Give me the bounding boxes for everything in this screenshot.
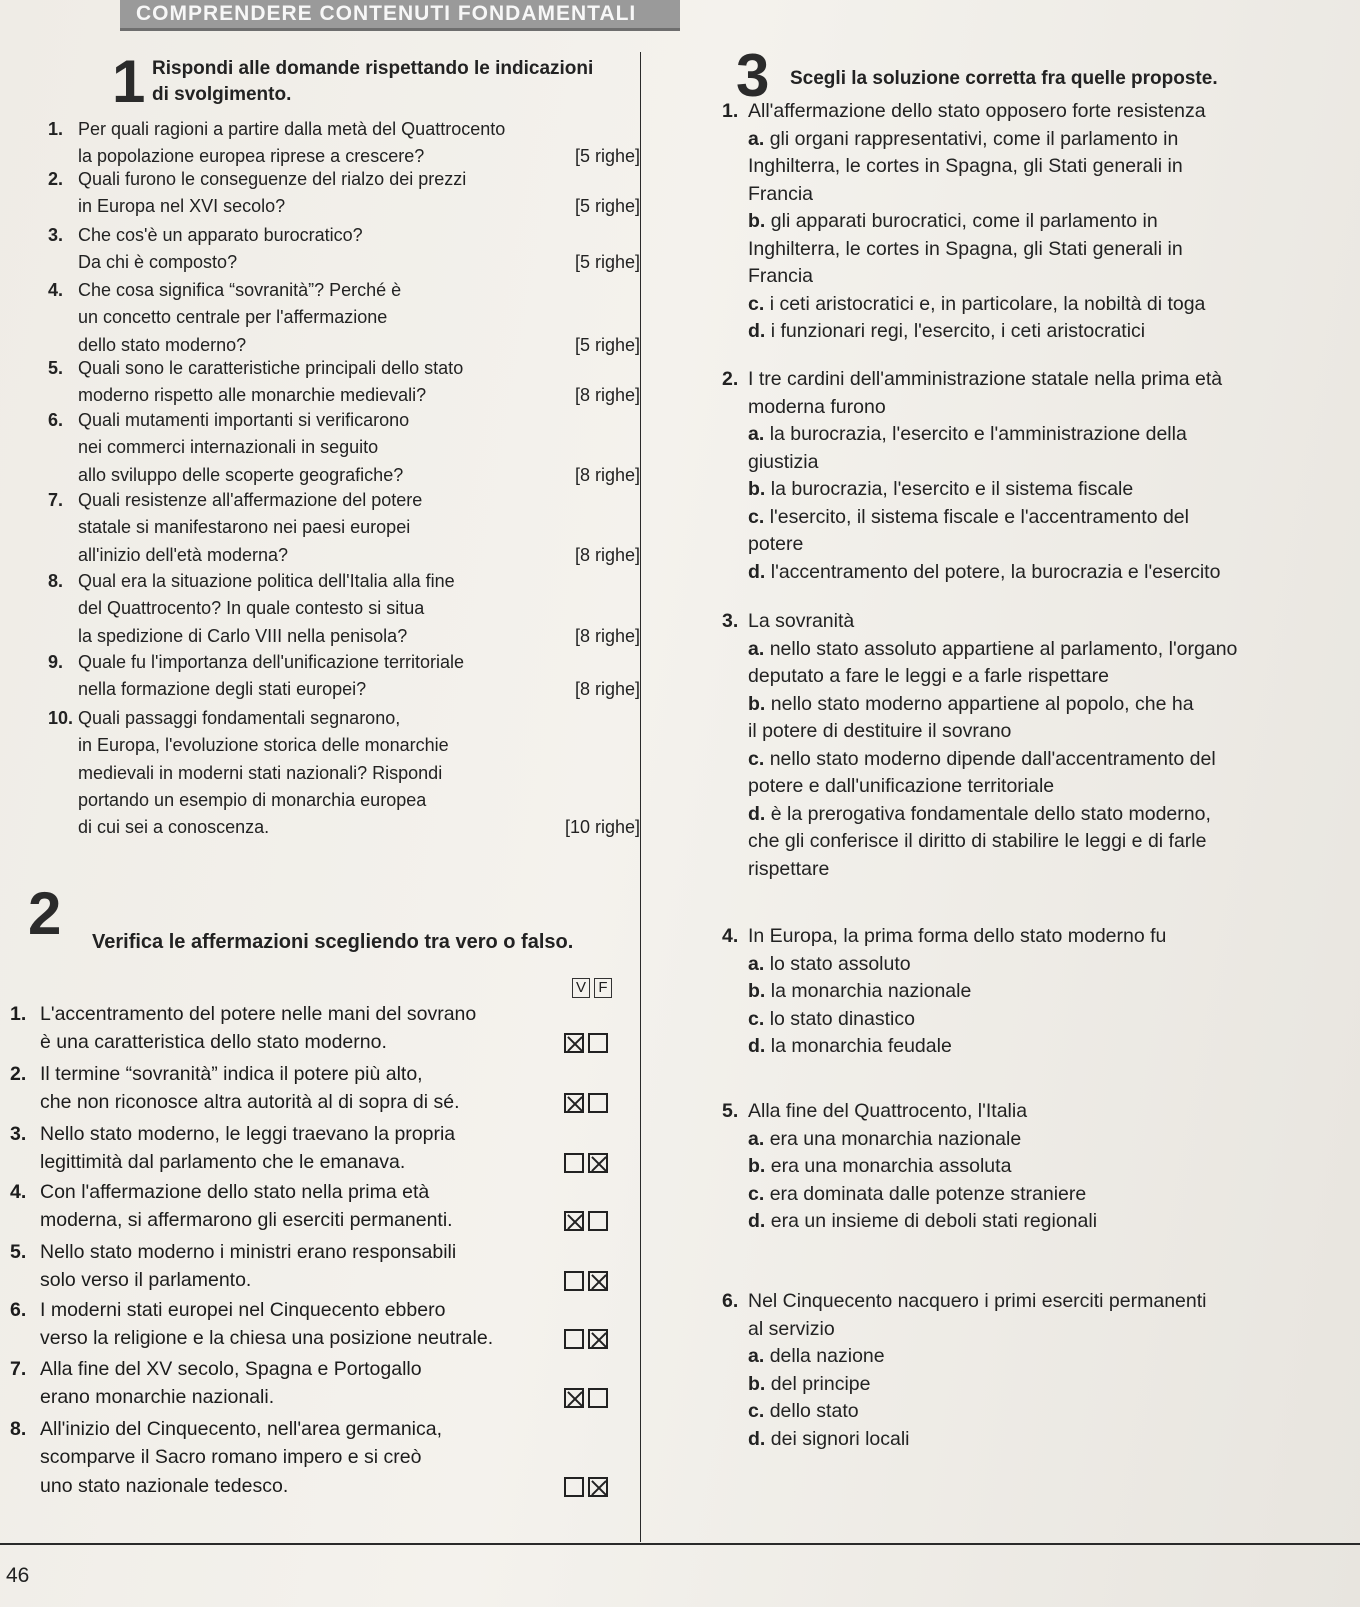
true-false-statement	[10, 1000, 550, 1057]
question-stem: I tre cardini dell'amministrazione statale nella prima età	[748, 368, 1223, 390]
question-stem-line	[722, 923, 1352, 951]
answer-option[interactable]	[722, 1126, 1352, 1154]
option-text: giustizia	[748, 450, 819, 473]
statement-text: moderna, si affermarono gli eserciti permanenti.	[40, 1209, 453, 1232]
question-line	[48, 304, 658, 331]
question-line	[48, 760, 658, 787]
question-number: 3.	[722, 610, 739, 632]
answer-option[interactable]	[722, 318, 1352, 346]
answer-option	[722, 263, 1352, 291]
question-stem-line	[722, 608, 1352, 636]
true-checkbox[interactable]	[564, 1477, 584, 1497]
option-letter: a.	[748, 1345, 765, 1367]
option-text: gli apparati burocratici, come il parlamento in	[770, 210, 1158, 232]
option-letter: b.	[748, 210, 766, 232]
section1-number: 1	[112, 48, 146, 115]
question-stem-line	[722, 1316, 1352, 1344]
question-text: medievali in moderni stati nazionali? Rispondi	[78, 762, 443, 783]
question-text: nella formazione degli stati europei?	[78, 679, 367, 700]
question-line	[48, 514, 658, 541]
open-question	[48, 355, 658, 410]
statement-line	[10, 1415, 550, 1443]
answer-option	[722, 153, 1352, 181]
statement-text: verso la religione e la chiesa una posizione neutrale.	[40, 1327, 494, 1350]
question-stem: Nel Cinquecento nacquero i primi eserciti permanenti	[748, 1290, 1207, 1312]
option-text: Inghilterra, le cortes in Spagna, gli Stati generali in	[748, 155, 1183, 177]
statement-line	[10, 1148, 550, 1176]
option-text: potere e dall'unificazione territoriale	[748, 775, 1055, 797]
option-text: Francia	[748, 265, 814, 287]
statement-number: 3.	[10, 1123, 27, 1145]
option-letter: c.	[748, 292, 765, 315]
question-text: Quale fu l'importanza dell'unificazione territoriale	[78, 652, 465, 672]
answer-option	[722, 828, 1352, 856]
statement-line	[10, 1383, 550, 1411]
true-checkbox[interactable]	[564, 1271, 584, 1291]
question-line	[48, 382, 658, 409]
answer-length: [8 righe]	[574, 679, 640, 700]
statement-line	[10, 1206, 550, 1234]
answer-option[interactable]	[722, 1426, 1352, 1454]
option-text: era una monarchia nazionale	[769, 1127, 1022, 1150]
option-letter: b.	[748, 692, 766, 715]
answer-option[interactable]	[722, 1033, 1352, 1061]
statement-line	[10, 1296, 550, 1324]
option-text: era una monarchia assoluta	[770, 1155, 1012, 1177]
answer-option[interactable]	[722, 126, 1352, 154]
question-stem: al servizio	[748, 1317, 835, 1340]
answer-option[interactable]	[722, 1343, 1352, 1371]
option-text: gli organi rappresentativi, come il parlamento in	[769, 127, 1179, 150]
option-text: l'accentramento del potere, la burocrazia e l'esercito	[770, 560, 1221, 583]
answer-length: [10 righe]	[564, 817, 640, 838]
question-text: la spedizione di Carlo VIII nella penisola?	[78, 625, 408, 646]
statement-line	[10, 1443, 550, 1471]
answer-option[interactable]	[722, 421, 1352, 449]
multiple-choice-question	[722, 608, 1352, 883]
answer-option[interactable]	[722, 1153, 1352, 1181]
option-text: dello stato	[769, 1400, 859, 1422]
question-number: 5.	[722, 1100, 739, 1122]
option-letter: c.	[748, 1182, 765, 1205]
option-letter: d.	[748, 560, 766, 583]
question-stem-line	[722, 1288, 1352, 1316]
question-text: statale si manifestarono nei paesi europei	[78, 517, 411, 538]
true-false-statement	[10, 1178, 550, 1235]
statement-line	[10, 1178, 550, 1206]
statement-text: Alla fine del XV secolo, Spagna e Portogallo	[40, 1358, 422, 1380]
false-checkbox[interactable]	[588, 1153, 608, 1173]
section3-number: 3	[736, 42, 770, 109]
statement-text: Con l'affermazione dello stato nella prima età	[40, 1181, 430, 1203]
answer-option[interactable]	[722, 1371, 1352, 1399]
statement-line	[10, 1120, 550, 1148]
statement-line	[10, 1088, 550, 1116]
multiple-choice-question	[722, 1098, 1352, 1236]
option-letter: a.	[748, 1127, 765, 1150]
option-text: della nazione	[769, 1345, 885, 1367]
option-text: Inghilterra, le cortes in Spagna, gli Stati generali in	[748, 237, 1183, 260]
statement-text: che non riconosce altra autorità al di sopra di sé.	[40, 1091, 460, 1114]
question-stem-line	[722, 98, 1352, 126]
option-text: lo stato dinastico	[769, 1007, 915, 1030]
false-checkbox[interactable]	[588, 1271, 608, 1291]
question-text: Quali mutamenti importanti si verificarono	[78, 410, 410, 430]
statement-line	[10, 1060, 550, 1088]
option-letter: d.	[748, 802, 766, 825]
option-text: deputato a fare le leggi e a farle rispettare	[748, 665, 1109, 687]
option-text: nello stato assoluto appartiene al parlamento, l'organo	[769, 637, 1238, 660]
question-number: 4.	[722, 925, 739, 947]
true-false-statement	[10, 1120, 550, 1177]
answer-length: [8 righe]	[574, 625, 640, 646]
question-line	[48, 116, 658, 143]
question-number: 8.	[48, 571, 64, 591]
open-question	[48, 166, 658, 221]
answer-option	[722, 773, 1352, 801]
answer-option	[722, 236, 1352, 264]
question-text: allo sviluppo delle scoperte geografiche?	[78, 464, 404, 485]
question-number: 2.	[48, 169, 64, 189]
statement-text: Nello stato moderno i ministri erano responsabili	[40, 1241, 457, 1263]
option-letter: c.	[748, 1400, 765, 1422]
option-text: nello stato moderno dipende dall'accentramento del	[769, 747, 1216, 770]
true-false-statement	[10, 1296, 550, 1353]
question-text: dello stato moderno?	[78, 334, 247, 355]
question-text: Che cos'è un apparato burocratico?	[78, 225, 363, 245]
bottom-rule	[0, 1543, 1360, 1545]
answer-option[interactable]	[722, 504, 1352, 532]
statement-text: L'accentramento del potere nelle mani del sovrano	[40, 1003, 477, 1025]
question-stem: La sovranità	[748, 610, 855, 632]
false-column-label: F	[594, 978, 612, 998]
option-text: rispettare	[748, 857, 830, 880]
section1-title-line2: di svolgimento.	[152, 84, 292, 105]
question-number: 4.	[48, 280, 64, 300]
statement-line	[10, 1355, 550, 1383]
statement-number: 8.	[10, 1418, 27, 1440]
question-number: 9.	[48, 652, 64, 672]
banner-title: COMPRENDERE CONTENUTI FONDAMENTALI	[136, 2, 637, 25]
question-line	[48, 732, 658, 759]
answer-option[interactable]	[722, 801, 1352, 829]
question-number: 5.	[48, 358, 64, 378]
option-text: dei signori locali	[770, 1427, 910, 1450]
statement-line	[10, 1238, 550, 1266]
statement-line	[10, 1266, 550, 1294]
answer-option	[722, 531, 1352, 559]
question-number: 6.	[48, 410, 64, 430]
answer-length: [8 righe]	[574, 544, 640, 565]
statement-text: solo verso il parlamento.	[40, 1269, 252, 1292]
question-text: Quali sono le caratteristiche principali dello stato	[78, 358, 464, 378]
question-number: 7.	[48, 490, 64, 510]
statement-text: Il termine “sovranità” indica il potere più alto,	[40, 1063, 423, 1085]
question-number: 2.	[722, 368, 739, 390]
statement-line	[10, 1028, 550, 1056]
question-text: Quali passaggi fondamentali segnarono,	[78, 708, 401, 728]
question-line	[48, 462, 658, 489]
option-letter: d.	[748, 1210, 766, 1232]
answer-option[interactable]	[722, 476, 1352, 504]
answer-option[interactable]	[722, 636, 1352, 664]
section3-title: Scegli la soluzione corretta fra quelle proposte.	[790, 68, 1218, 89]
multiple-choice-question	[722, 98, 1352, 346]
option-text: potere	[748, 533, 804, 555]
question-stem: In Europa, la prima forma dello stato moderno fu	[748, 925, 1167, 947]
answer-option	[722, 181, 1352, 209]
page-number: 46	[6, 1564, 30, 1587]
question-text: del Quattrocento? In quale contesto si situa	[78, 598, 425, 619]
option-text: l'esercito, il sistema fiscale e l'accentramento del	[769, 505, 1189, 528]
true-false-statement	[10, 1415, 550, 1500]
answer-length: [5 righe]	[574, 196, 640, 217]
option-letter: d.	[748, 1427, 766, 1450]
question-line	[48, 166, 658, 193]
question-text: Per quali ragioni a partire dalla metà del Quattrocento	[78, 119, 506, 139]
option-letter: a.	[748, 637, 765, 660]
false-checkbox[interactable]	[588, 1093, 608, 1113]
question-text: in Europa nel XVI secolo?	[78, 196, 286, 217]
statement-text: All'inizio del Cinquecento, nell'area germanica,	[40, 1418, 443, 1440]
question-stem: Alla fine del Quattrocento, l'Italia	[748, 1100, 1028, 1122]
multiple-choice-question	[722, 366, 1352, 586]
statement-line	[10, 1324, 550, 1352]
answer-length: [5 righe]	[574, 334, 640, 355]
answer-length: [8 righe]	[574, 464, 640, 485]
question-line	[48, 407, 658, 434]
statement-text: uno stato nazionale tedesco.	[40, 1474, 289, 1497]
false-checkbox[interactable]	[588, 1388, 608, 1408]
answer-option[interactable]	[722, 291, 1352, 319]
question-number: 6.	[722, 1290, 739, 1312]
question-text: in Europa, l'evoluzione storica delle monarchie	[78, 735, 449, 756]
option-text: il potere di destituire il sovrano	[748, 720, 1012, 742]
question-line	[48, 249, 658, 276]
true-checkbox[interactable]	[564, 1329, 584, 1349]
option-text: era un insieme di deboli stati regionali	[770, 1210, 1098, 1232]
option-letter: b.	[748, 1372, 766, 1395]
option-letter: a.	[748, 952, 765, 975]
section1-title-line1: Rispondi alle domande rispettando le indicazioni	[152, 58, 594, 79]
option-text: lo stato assoluto	[769, 952, 911, 975]
question-line	[48, 705, 658, 732]
answer-option[interactable]	[722, 951, 1352, 979]
true-checkbox[interactable]	[564, 1153, 584, 1173]
option-text: la burocrazia, l'esercito e l'amministrazione della	[769, 423, 1187, 445]
question-text: Quali furono le conseguenze del rialzo dei prezzi	[78, 169, 467, 189]
option-letter: b.	[748, 478, 766, 500]
question-text: di cui sei a conoscenza.	[78, 817, 270, 838]
option-text: la monarchia feudale	[770, 1035, 952, 1057]
open-question	[48, 705, 658, 842]
question-stem-line	[722, 366, 1352, 394]
option-letter: b.	[748, 1155, 766, 1177]
open-question	[48, 116, 658, 171]
open-question	[48, 487, 658, 569]
answer-option[interactable]	[722, 746, 1352, 774]
true-false-header	[572, 978, 616, 998]
true-column-label: V	[572, 978, 590, 998]
option-letter: a.	[748, 127, 765, 150]
open-question	[48, 222, 658, 277]
question-text: all'inizio dell'età moderna?	[78, 544, 288, 565]
statement-number: 7.	[10, 1358, 27, 1380]
option-letter: d.	[748, 320, 766, 342]
question-line	[48, 542, 658, 569]
option-letter: c.	[748, 1007, 765, 1030]
question-text: Qual era la situazione politica dell'Italia alla fine	[78, 571, 455, 591]
option-text: nello stato moderno appartiene al popolo, che ha	[770, 692, 1194, 715]
false-checkbox[interactable]	[588, 1329, 608, 1349]
question-text: moderno rispetto alle monarchie medievali?	[78, 385, 427, 406]
option-letter: c.	[748, 747, 765, 770]
answer-option	[722, 449, 1352, 477]
statement-text: Nello stato moderno, le leggi traevano la propria	[40, 1123, 456, 1145]
answer-option	[722, 718, 1352, 746]
false-checkbox[interactable]	[588, 1477, 608, 1497]
question-line	[48, 649, 658, 676]
option-text: del principe	[770, 1372, 871, 1395]
question-line	[48, 676, 658, 703]
section-banner	[120, 0, 680, 31]
question-stem: All'affermazione dello stato opposero forte resistenza	[748, 100, 1206, 122]
statement-text: legittimità dal parlamento che le emanava.	[40, 1151, 406, 1174]
question-stem-line	[722, 394, 1352, 422]
question-line	[48, 623, 658, 650]
statement-line	[10, 1000, 550, 1028]
statement-text: erano monarchie nazionali.	[40, 1386, 275, 1409]
open-question	[48, 568, 658, 650]
question-line	[48, 787, 658, 814]
multiple-choice-question	[722, 923, 1352, 1061]
question-number: 10.	[48, 708, 74, 728]
question-number: 1.	[48, 119, 64, 139]
statement-number: 2.	[10, 1063, 27, 1085]
option-text: i funzionari regi, l'esercito, i ceti aristocratici	[770, 320, 1146, 342]
section2-number: 2	[28, 880, 62, 947]
answer-option[interactable]	[722, 1398, 1352, 1426]
question-text: nei commerci internazionali in seguito	[78, 437, 379, 458]
question-line	[48, 487, 658, 514]
false-checkbox[interactable]	[588, 1211, 608, 1231]
option-text: che gli conferisce il diritto di stabilire le leggi e di farle	[748, 830, 1207, 852]
option-letter: d.	[748, 1035, 766, 1057]
question-text: portando un esempio di monarchia europea	[78, 789, 427, 810]
true-false-statement	[10, 1060, 550, 1117]
question-number: 1.	[722, 100, 739, 122]
option-text: Francia	[748, 182, 814, 205]
statement-number: 4.	[10, 1181, 27, 1203]
question-line	[48, 222, 658, 249]
multiple-choice-question	[722, 1288, 1352, 1453]
true-false-statement	[10, 1238, 550, 1295]
answer-length: [8 righe]	[574, 385, 640, 406]
option-letter: c.	[748, 505, 765, 528]
answer-option	[722, 856, 1352, 884]
option-text: la monarchia nazionale	[770, 980, 972, 1002]
question-text: Che cosa significa “sovranità”? Perché è	[78, 280, 402, 300]
question-line	[48, 355, 658, 382]
statement-text: scomparve il Sacro romano impero e si creò	[40, 1446, 422, 1469]
statement-line	[10, 1472, 550, 1500]
answer-length: [5 righe]	[574, 146, 640, 167]
option-letter: a.	[748, 423, 765, 445]
statement-text: I moderni stati europei nel Cinquecento ebbero	[40, 1299, 446, 1321]
option-text: è la prerogativa fondamentale dello stato moderno,	[770, 802, 1211, 825]
true-checkbox[interactable]	[564, 1388, 584, 1408]
option-text: era dominata dalle potenze straniere	[769, 1182, 1087, 1205]
question-line	[48, 434, 658, 461]
open-question	[48, 649, 658, 704]
answer-option	[722, 663, 1352, 691]
question-line	[48, 595, 658, 622]
question-line	[48, 277, 658, 304]
open-question	[48, 407, 658, 489]
true-checkbox[interactable]	[564, 1211, 584, 1231]
question-text: Quali resistenze all'affermazione del potere	[78, 490, 423, 510]
question-text: un concetto centrale per l'affermazione	[78, 307, 388, 328]
answer-option[interactable]	[722, 1006, 1352, 1034]
statement-number: 1.	[10, 1003, 27, 1025]
answer-option[interactable]	[722, 691, 1352, 719]
option-text: i ceti aristocratici e, in particolare, la nobiltà di toga	[769, 292, 1206, 315]
true-checkbox[interactable]	[564, 1093, 584, 1113]
true-checkbox[interactable]	[564, 1033, 584, 1053]
answer-length: [5 righe]	[574, 252, 640, 273]
false-checkbox[interactable]	[588, 1033, 608, 1053]
answer-option[interactable]	[722, 978, 1352, 1006]
answer-option[interactable]	[722, 208, 1352, 236]
statement-number: 6.	[10, 1299, 27, 1321]
option-letter: b.	[748, 980, 766, 1002]
question-text: la popolazione europea riprese a crescere?	[78, 146, 425, 167]
question-line	[48, 568, 658, 595]
true-false-statement	[10, 1355, 550, 1412]
question-text: Da chi è composto?	[78, 252, 238, 273]
statement-number: 5.	[10, 1241, 27, 1263]
answer-option[interactable]	[722, 1181, 1352, 1209]
statement-text: è una caratteristica dello stato moderno.	[40, 1031, 387, 1054]
answer-option[interactable]	[722, 1208, 1352, 1236]
option-text: la burocrazia, l'esercito e il sistema fiscale	[770, 478, 1134, 500]
question-line	[48, 193, 658, 220]
question-stem-line	[722, 1098, 1352, 1126]
question-number: 3.	[48, 225, 64, 245]
section2-title: Verifica le affermazioni scegliendo tra vero o falso.	[92, 931, 574, 953]
answer-option[interactable]	[722, 559, 1352, 587]
open-question	[48, 277, 658, 359]
question-stem: moderna furono	[748, 395, 886, 418]
